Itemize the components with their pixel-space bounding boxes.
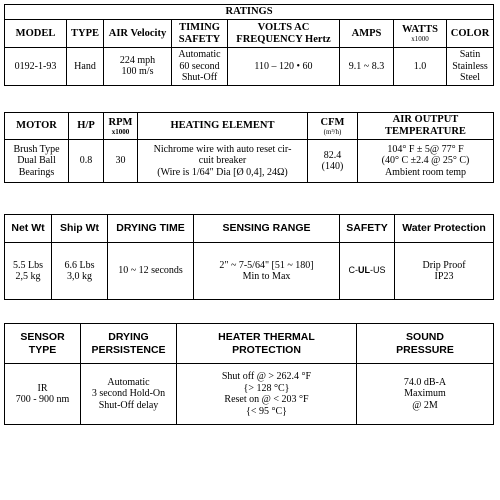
header-color: COLOR: [447, 20, 494, 48]
header-air-output: AIR OUTPUT TEMPERATURE: [358, 113, 494, 140]
cell-safety: [340, 243, 395, 300]
cell-timing-safety: Automatic 60 second Shut-Off: [172, 48, 228, 86]
cell-cfm: 82.4 (140): [308, 140, 358, 183]
cell-amps: 9.1 ~ 8.3: [340, 48, 394, 86]
cell-air-output: 104° F ± 5@ 77° F (40° C ±2.4 @ 25° C) Ambient room temp: [358, 140, 494, 183]
header-sensing-range: SENSING RANGE: [194, 215, 340, 243]
header-water-protection: Water Protection: [395, 215, 494, 243]
cell-heating-element: Nichrome wire with auto reset cir- cuit breaker (Wire is 1/64" Dia [Ø 0,4], 24Ω): [138, 140, 308, 183]
cell-watts: 1.0: [394, 48, 447, 86]
watts-unit: x1000: [411, 35, 429, 44]
cell-sensing-range: 2" ~ 7-5/64" [51 ~ 180] Min to Max: [194, 243, 340, 300]
rpm-label: RPM: [108, 116, 133, 128]
header-sensor-type: SENSOR TYPE: [5, 324, 81, 364]
cell-thermal-protection: Shut off @ > 262.4 °F {> 128 °C} Reset on @ < 203 °F {< 95 °C}: [177, 364, 357, 425]
cell-sound-pressure: 74.0 dB-A Maximum @ 2M: [357, 364, 494, 425]
header-motor: MOTOR: [5, 113, 69, 140]
header-type: TYPE: [67, 20, 104, 48]
header-watts: [394, 20, 447, 48]
header-ship-wt: Ship Wt: [52, 215, 108, 243]
safety-c: C-: [348, 265, 358, 276]
safety-ul: UL: [358, 265, 370, 276]
ratings-title: RATINGS: [5, 5, 494, 20]
header-thermal-protection: HEATER THERMAL PROTECTION: [177, 324, 357, 364]
ratings-table: [4, 4, 494, 86]
cell-motor: Brush Type Dual Ball Bearings: [5, 140, 69, 183]
cell-model: 0192-1-93: [5, 48, 67, 86]
cfm-label: CFM: [320, 116, 345, 128]
c-ul-us-mark: [349, 265, 386, 275]
cell-drying-time: 10 ~ 12 seconds: [108, 243, 194, 300]
header-drying-persistence: DRYING PERSISTENCE: [81, 324, 177, 364]
cell-rpm: 30: [104, 140, 138, 183]
header-sound-pressure: SOUND PRESSURE: [357, 324, 494, 364]
header-safety: SAFETY: [340, 215, 395, 243]
watts-label: WATTS: [402, 24, 438, 36]
header-heating-element: HEATING ELEMENT: [138, 113, 308, 140]
sensor-table: [4, 323, 494, 425]
cell-water-protection: Drip Proof IP23: [395, 243, 494, 300]
cell-hp: 0.8: [69, 140, 104, 183]
header-model: MODEL: [5, 20, 67, 48]
cell-type: Hand: [67, 48, 104, 86]
cell-sensor-type: IR 700 - 900 nm: [5, 364, 81, 425]
header-air-velocity: AIR Velocity: [104, 20, 172, 48]
header-cfm: [308, 113, 358, 140]
cell-air-velocity: 224 mph 100 m/s: [104, 48, 172, 86]
rpm-unit: x1000: [111, 127, 130, 136]
cfm-unit: (m³/h): [323, 127, 342, 136]
safety-us: -US: [370, 265, 386, 276]
weights-table: [4, 214, 494, 300]
header-timing-safety: TIMING SAFETY: [172, 20, 228, 48]
cell-volts: 110 – 120 • 60: [228, 48, 340, 86]
header-net-wt: Net Wt: [5, 215, 52, 243]
cell-drying-persistence: Automatic 3 second Hold-On Shut-Off delay: [81, 364, 177, 425]
header-amps: AMPS: [340, 20, 394, 48]
cell-color: Satin Stainless Steel: [447, 48, 494, 86]
header-hp: H/P: [69, 113, 104, 140]
header-rpm: [104, 113, 138, 140]
motor-table: [4, 112, 494, 183]
header-drying-time: DRYING TIME: [108, 215, 194, 243]
header-volts: VOLTS AC FREQUENCY Hertz: [228, 20, 340, 48]
cell-net-wt: 5.5 Lbs 2,5 kg: [5, 243, 52, 300]
cell-ship-wt: 6.6 Lbs 3,0 kg: [52, 243, 108, 300]
